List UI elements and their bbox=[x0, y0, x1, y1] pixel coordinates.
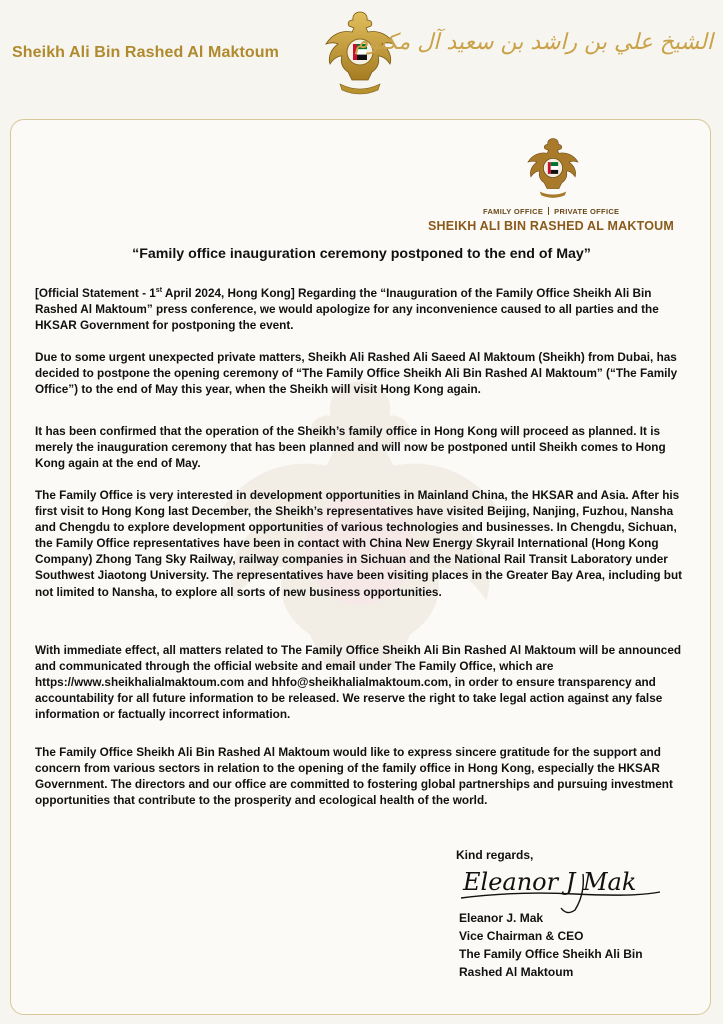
signature-text: Eleanor J Mak bbox=[463, 868, 637, 896]
arabic-calligraphy: الشيخ علي بن راشد بن سعيد آل مكتوم bbox=[354, 30, 713, 55]
family-office-label: FAMILY OFFICE bbox=[483, 207, 544, 216]
paragraph-5: With immediate effect, all matters related to The Family Office Sheikh Ali Bin Rashed Al Maktoum will be announced and communicated through the official website and email under The Family Office, which are https://www.sheikhalialmaktoum.com and hhfo@sheikhalialmaktoum.com, in order to ensure transparency and accountability for all future information to be released. We reserve the right to take legal action against any false information or factually incorrect information. bbox=[35, 644, 682, 722]
letter-header bbox=[0, 0, 723, 104]
handwritten-signature bbox=[455, 860, 665, 916]
paragraph-6: The Family Office Sheikh Ali Bin Rashed Al Maktoum would like to express sincere gratitude for the support and concern from various sectors in relation to the opening of the family office in Hong Kong, especially the HKSAR Government. The directors and our office are committed to fostering global partnerships and pursuing investment opportunities that contribute to the prosperity and ecological health of the world. bbox=[35, 746, 673, 808]
private-office-label: PRIVATE OFFICE bbox=[554, 207, 620, 216]
signer-organization-line-2: Rashed Al Maktoum bbox=[459, 965, 574, 979]
letterhead-office-line bbox=[483, 207, 619, 216]
signer-organization-line-1: The Family Office Sheikh Ali Bin bbox=[459, 947, 643, 961]
letterhead-name: SHEIKH ALI BIN RASHED AL MAKTOUM bbox=[428, 219, 674, 233]
date-ordinal-suffix: st bbox=[155, 287, 163, 295]
header-name-english: Sheikh Ali Bin Rashed Al Maktoum bbox=[12, 44, 279, 61]
paragraph-2: Due to some urgent unexpected private matters, Sheikh Ali Rashed Ali Saeed Al Maktoum (Sheikh) from Dubai, has decided to postpone the opening ceremony of “The Family Office Sheikh Ali Bin Rashed Al Maktoum” (“The Family Office”) to the end of May this year, when the Sheikh will visit Hong Kong again. bbox=[35, 351, 678, 397]
statement-headline: “Family office inauguration ceremony postponed to the end of May” bbox=[132, 246, 591, 262]
office-divider bbox=[548, 207, 549, 215]
uae-falcon-emblem-small-icon bbox=[525, 134, 581, 202]
paragraph-4: The Family Office is very interested in development opportunities in Mainland China, the HKSAR and Asia. After his first visit to Hong Kong last December, the Sheikh’s representatives have visited Beijing, Nanjing, Fuzhou, Nansha and Chengdu to explore development opportunities of various technologies and businesses. In Chengdu, Sichuan, the Family Office representatives have been in contact with China New Energy Skyrail International (Hong Kong Company) Zhong Tang Sky Railway, railway companies in Sichuan and the National Rail Transit Laboratory under Southwest Jiaotong University. The representatives have been visiting places in the Greater Bay Area, including but not limited to Nansha, to explore all sorts of new business opportunities. bbox=[35, 489, 683, 599]
paragraph-1-text: April 2024, Hong Kong] Regarding the “Inauguration of the Family Office Sheikh Ali Bin Rashed Al Maktoum” press conference, we would apologize for any inconvenience caused to all parties and the HKSAR Government for postponing the event. bbox=[35, 287, 659, 333]
paragraph-1 bbox=[35, 286, 695, 334]
paragraph-1-prefix: [Official Statement - 1 bbox=[35, 287, 156, 300]
header-name-arabic bbox=[354, 22, 713, 74]
closing-regards: Kind regards, bbox=[456, 848, 534, 862]
paragraph-3: It has been confirmed that the operation of the Sheikh’s family office in Hong Kong will proceed as planned. It is merely the inauguration ceremony that has been planned and will now be postponed until Sheikh comes to Hong Kong again at the end of May. bbox=[35, 425, 666, 471]
signer-title: Vice Chairman & CEO bbox=[459, 929, 584, 943]
signer-name: Eleanor J. Mak bbox=[459, 911, 544, 925]
